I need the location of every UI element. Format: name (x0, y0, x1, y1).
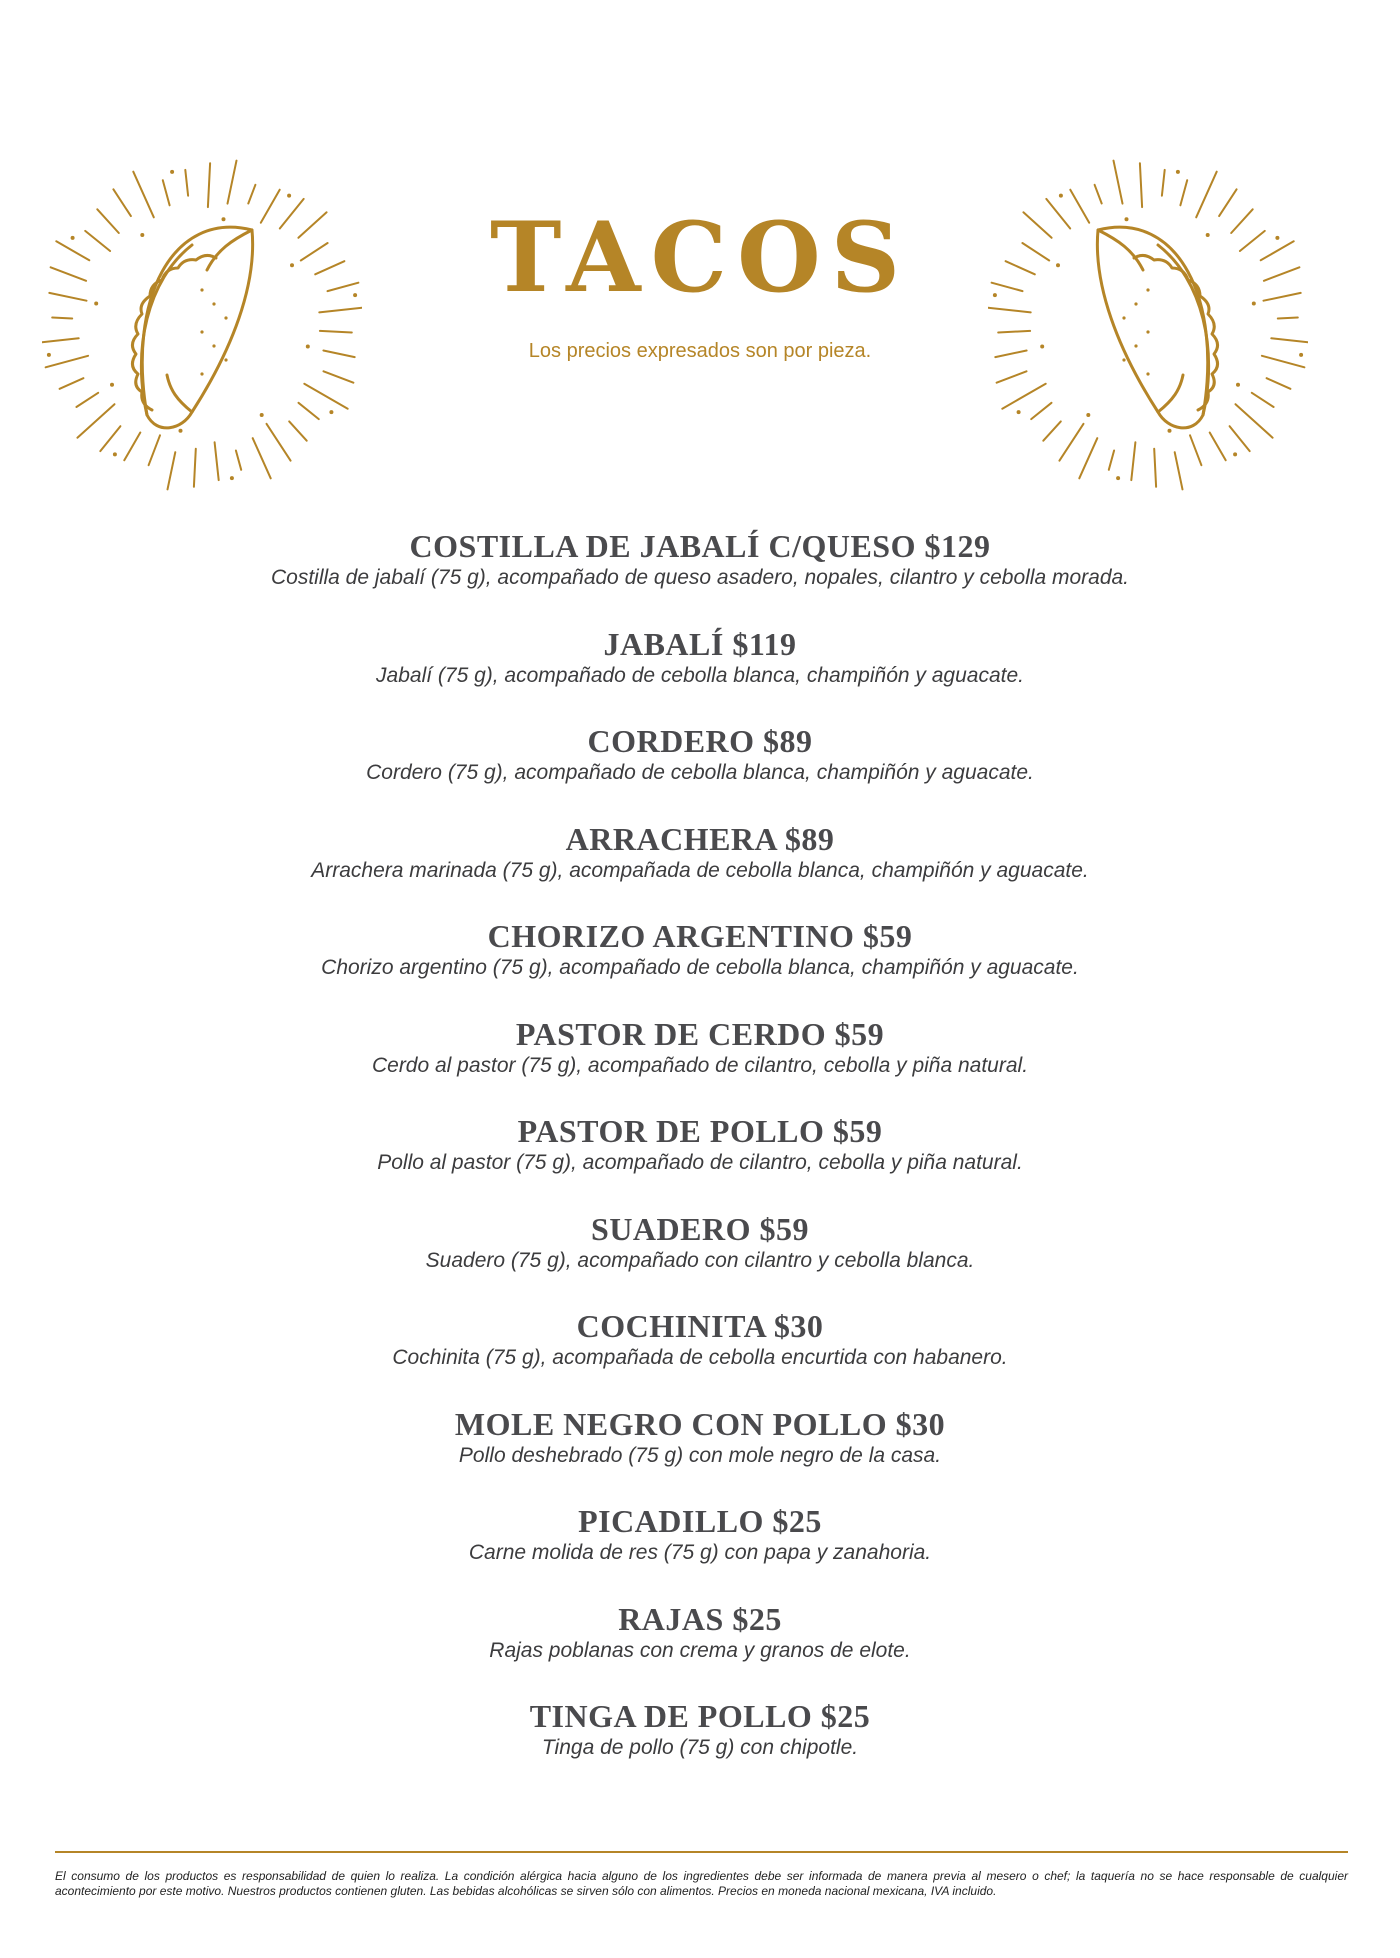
sunburst-dot (1017, 410, 1021, 414)
menu-item (150, 1210, 1250, 1308)
sunburst-ray (997, 371, 1027, 382)
sunburst-ray (1031, 403, 1051, 419)
sunburst-ray (1162, 170, 1165, 196)
menu-item-name: PASTOR DE POLLO $59 (517, 1113, 883, 1149)
sunburst-ray (1180, 180, 1187, 205)
menu-item (150, 917, 1250, 1015)
menu-item-description: Jabalí (75 g), acompañado de cebolla blanca, champiñón y aguacate. (376, 663, 1024, 687)
sunburst-ray (76, 393, 98, 407)
sunburst-ray (998, 331, 1030, 333)
menu-item-name: MOLE NEGRO CON POLLO $30 (454, 1405, 946, 1442)
sunburst-ray (1002, 384, 1045, 409)
menu-item (150, 1307, 1250, 1405)
sunburst-ray (248, 185, 255, 204)
menu-item-name: TINGA DE POLLO $25 (529, 1698, 871, 1734)
menu-item-description: Tinga de pollo (75 g) con chipotle. (541, 1736, 859, 1759)
menu-item-name: RAJAS $25 (618, 1600, 782, 1637)
sunburst-dot (260, 413, 264, 417)
menu-item-description: Rajas poblanas con crema y granos de elote. (489, 1638, 911, 1662)
menu-list (150, 527, 1250, 1795)
sunburst-ray (185, 170, 188, 196)
sunburst-ray (1095, 185, 1102, 204)
sunburst-ray (299, 403, 319, 419)
page-title: TACOS (489, 201, 911, 314)
menu-item-description: Pollo deshebrado (75 g) con mole negro de la casa. (458, 1443, 942, 1467)
taco-speckle (1146, 330, 1149, 333)
sunburst-ray (1175, 452, 1183, 489)
sunburst-ray (100, 426, 120, 451)
taco-speckle (200, 372, 203, 375)
menu-item-name: SUADERO $59 (591, 1210, 809, 1247)
sunburst-ray (1230, 426, 1250, 451)
taco-sunburst-left (42, 150, 362, 500)
sunburst-ray (77, 404, 114, 438)
menu-item-description: Pollo al pastor (75 g), acompañado de cilantro, cebolla y piña natural. (377, 1151, 1023, 1174)
sunburst-ray (1154, 449, 1156, 487)
menu-item (150, 820, 1250, 918)
sunburst-dot (113, 452, 117, 456)
menu-item (150, 527, 1250, 625)
sunburst-ray (988, 307, 1031, 312)
sunburst-ray (1114, 161, 1123, 204)
sunburst-ray (52, 318, 72, 319)
sunburst-ray (1236, 404, 1273, 438)
sunburst-ray (208, 163, 210, 207)
sunburst-ray (168, 452, 176, 489)
sunburst-dot (329, 410, 333, 414)
sunburst-ray (1210, 433, 1226, 461)
sunburst-ray (324, 371, 354, 382)
menu-item (150, 722, 1250, 820)
taco-sunburst-right (988, 150, 1308, 500)
sunburst-dot (1116, 476, 1120, 480)
menu-item-name: JABALÍ $119 (603, 625, 797, 662)
menu-item-description: Cerdo al pastor (75 g), acompañado de cilantro, cebolla y piña natural. (371, 1053, 1029, 1077)
sunburst-ray (1190, 435, 1201, 465)
sunburst-ray (60, 378, 84, 389)
sunburst-dot (179, 429, 183, 433)
menu-item-description: Chorizo argentino (75 g), acompañado de cebolla blanca, champiñón y aguacate. (321, 956, 1079, 979)
taco-speckle (224, 316, 227, 319)
sunburst-ray (253, 438, 271, 478)
taco-speckle (1122, 316, 1125, 319)
sunburst-ray (1043, 421, 1061, 440)
sunburst-ray (124, 433, 140, 461)
menu-item-name: COSTILLA DE JABALÍ C/QUESO $129 (409, 528, 991, 564)
menu-item-description: Arrachera marinada (75 g), acompañada de cebolla blanca, champiñón y aguacate. (311, 858, 1089, 882)
sunburst-dot (1236, 383, 1240, 387)
sunburst-dot (230, 476, 234, 480)
menu-item-name: CHORIZO ARGENTINO $59 (487, 918, 913, 954)
sunburst-ray (267, 424, 291, 461)
menu-item (150, 1697, 1250, 1795)
sunburst-ray (215, 442, 219, 480)
footer-divider (55, 1851, 1348, 1853)
sunburst-dot (1086, 413, 1090, 417)
taco-speckle (1146, 372, 1149, 375)
menu-item-name: PICADILLO $25 (578, 1503, 822, 1539)
sunburst-dot (1059, 194, 1063, 198)
menu-item (150, 625, 1250, 723)
menu-item (150, 1600, 1250, 1698)
sunburst-ray (1059, 424, 1083, 461)
sunburst-dot (170, 170, 174, 174)
menu-item-description: Suadero (75 g), acompañado con cilantro y cebolla blanca. (425, 1248, 975, 1272)
sunburst-ray (1278, 318, 1298, 319)
sunburst-ray (304, 384, 347, 409)
menu-item-name: ARRACHERA $89 (565, 820, 835, 857)
sunburst-ray (149, 435, 160, 465)
menu-item-description: Costilla de jabalí (75 g), acompañado de queso asadero, nopales, cilantro y cebolla morada. (270, 566, 1130, 589)
sunburst-ray (1267, 378, 1291, 389)
taco-speckle (200, 330, 203, 333)
sunburst-ray (1079, 438, 1097, 478)
sunburst-ray (194, 449, 196, 487)
menu-item-description: Carne molida de res (75 g) con papa y zanahoria. (468, 1541, 932, 1564)
sunburst-dot (1176, 170, 1180, 174)
sunburst-dot (1233, 452, 1237, 456)
sunburst-ray (1131, 442, 1135, 480)
menu-item-name: PASTOR DE CERDO $59 (515, 1015, 885, 1052)
sunburst-ray (319, 307, 362, 312)
menu-item (150, 1502, 1250, 1600)
footer-disclaimer: El consumo de los productos es responsabilidad de quien lo realiza. La condición alérgica hacia alguno de los ingredientes debe ser informada de manera previa al mesero o chef; la taquería no se hace responsable de cualquier acontecimiento por este motivo. Nuestros productos contienen gluten. Las bebidas alcohólicas se sirven sólo con alimentos. Precios en moneda nacional mexicana, IVA incluido. (55, 1869, 1348, 1898)
menu-item-description: Cordero (75 g), acompañado de cebolla blanca, champiñón y aguacate. (366, 761, 1034, 784)
sunburst-ray (1140, 163, 1142, 207)
sunburst-ray (1252, 393, 1274, 407)
page-subtitle: Los precios expresados son por pieza. (528, 340, 872, 362)
menu-item-description: Cochinita (75 g), acompañada de cebolla encurtida con habanero. (392, 1346, 1008, 1369)
sunburst-dot (287, 194, 291, 198)
sunburst-dot (110, 383, 114, 387)
sunburst-ray (236, 451, 241, 470)
menu-item (150, 1015, 1250, 1113)
menu-item-name: CORDERO $89 (587, 723, 813, 759)
sunburst-ray (289, 421, 307, 440)
sunburst-dot (1168, 429, 1172, 433)
menu-item-name: COCHINITA $30 (576, 1308, 824, 1344)
sunburst-ray (228, 161, 237, 204)
sunburst-ray (320, 331, 352, 333)
menu-item (150, 1405, 1250, 1503)
menu-item (150, 1112, 1250, 1210)
sunburst-ray (1109, 451, 1114, 470)
sunburst-ray (163, 180, 170, 205)
